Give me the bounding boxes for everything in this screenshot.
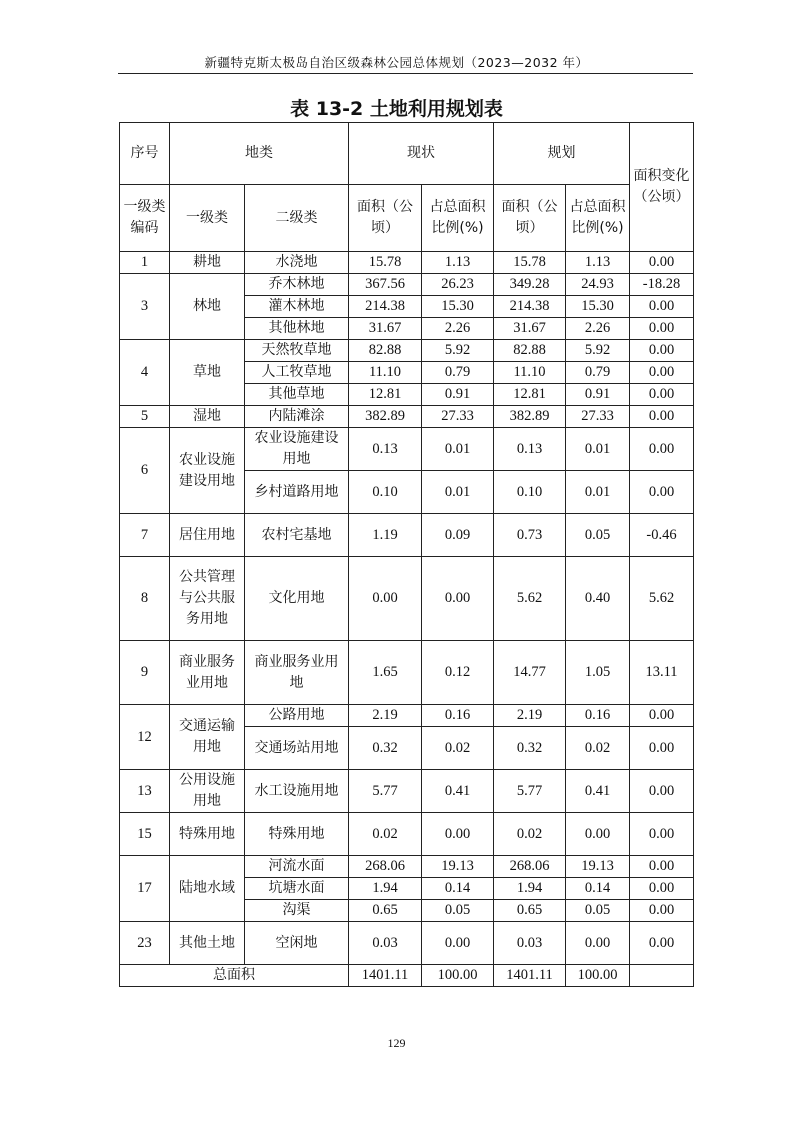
change-cell: 0.00 [630,813,694,856]
row-code: 3 [120,274,170,340]
current-area-cell: 5.77 [349,770,422,813]
row-level2-name: 其他草地 [245,384,349,406]
row-code: 4 [120,340,170,406]
row-level2-name: 其他林地 [245,318,349,340]
current-share-cell: 5.92 [422,340,494,362]
plan-area-cell: 0.13 [494,428,566,471]
row-level1-name: 公用设施用地 [170,770,245,813]
current-area-cell: 12.81 [349,384,422,406]
plan-area-cell: 0.02 [494,813,566,856]
current-area-cell: 382.89 [349,406,422,428]
total-change [630,965,694,987]
plan-share-cell: 0.41 [566,770,630,813]
row-level2-name: 乔木林地 [245,274,349,296]
header-seq: 序号 [120,123,170,185]
table-row [120,252,694,274]
change-cell: 0.00 [630,900,694,922]
plan-area-cell: 82.88 [494,340,566,362]
row-level2-name: 农村宅基地 [245,514,349,557]
row-level1-name: 耕地 [170,252,245,274]
row-level2-name: 农业设施建设用地 [245,428,349,471]
row-code: 7 [120,514,170,557]
plan-share-cell: 0.91 [566,384,630,406]
land-use-table [119,122,694,987]
current-share-cell: 0.01 [422,428,494,471]
row-level1-name: 林地 [170,274,245,340]
current-share-cell: 0.91 [422,384,494,406]
current-share-cell: 0.00 [422,922,494,965]
current-area-cell: 11.10 [349,362,422,384]
current-area-cell: 1.65 [349,641,422,705]
current-share-cell: 0.01 [422,471,494,514]
plan-share-cell: 0.01 [566,471,630,514]
row-code: 12 [120,705,170,770]
plan-area-cell: 0.73 [494,514,566,557]
current-area-cell: 0.00 [349,557,422,641]
change-cell: 0.00 [630,296,694,318]
row-level1-name: 商业服务业用地 [170,641,245,705]
table-row [120,340,694,362]
current-area-cell: 15.78 [349,252,422,274]
row-level1-name: 公共管理与公共服务用地 [170,557,245,641]
current-area-cell: 0.32 [349,727,422,770]
plan-area-cell: 0.65 [494,900,566,922]
total-current-share: 100.00 [422,965,494,987]
current-area-cell: 31.67 [349,318,422,340]
row-code: 5 [120,406,170,428]
current-area-cell: 0.10 [349,471,422,514]
plan-share-cell: 1.13 [566,252,630,274]
table-title: 表 13-2 土地利用规划表 [290,98,503,120]
plan-area-cell: 31.67 [494,318,566,340]
plan-share-cell: 27.33 [566,406,630,428]
row-level2-name: 坑塘水面 [245,878,349,900]
row-level2-name: 内陆滩涂 [245,406,349,428]
current-area-cell: 268.06 [349,856,422,878]
plan-share-cell: 0.14 [566,878,630,900]
current-area-cell: 0.65 [349,900,422,922]
plan-share-cell: 0.01 [566,428,630,471]
plan-share-cell: 24.93 [566,274,630,296]
table-row [120,557,694,641]
table-row [120,705,694,727]
current-area-cell: 0.03 [349,922,422,965]
table-row [120,514,694,557]
plan-area-cell: 5.62 [494,557,566,641]
row-code: 23 [120,922,170,965]
change-cell: 0.00 [630,428,694,471]
row-level2-name: 特殊用地 [245,813,349,856]
header-current-area: 面积（公顷） [349,185,422,252]
row-level1-name: 其他土地 [170,922,245,965]
current-share-cell: 26.23 [422,274,494,296]
plan-area-cell: 15.78 [494,252,566,274]
row-level2-name: 灌木林地 [245,296,349,318]
current-share-cell: 27.33 [422,406,494,428]
row-code: 8 [120,557,170,641]
total-plan-area: 1401.11 [494,965,566,987]
plan-area-cell: 2.19 [494,705,566,727]
current-share-cell: 19.13 [422,856,494,878]
table-row [120,428,694,471]
plan-share-cell: 1.05 [566,641,630,705]
plan-share-cell: 0.05 [566,900,630,922]
plan-area-cell: 0.32 [494,727,566,770]
table-row [120,641,694,705]
row-level2-name: 人工牧草地 [245,362,349,384]
header-plan: 规划 [494,123,630,185]
current-share-cell: 0.12 [422,641,494,705]
current-share-cell: 0.79 [422,362,494,384]
current-area-cell: 2.19 [349,705,422,727]
row-level2-name: 水工设施用地 [245,770,349,813]
row-level2-name: 河流水面 [245,856,349,878]
change-cell: 0.00 [630,252,694,274]
plan-area-cell: 382.89 [494,406,566,428]
table-row [120,406,694,428]
row-level2-name: 商业服务业用地 [245,641,349,705]
row-level2-name: 交通场站用地 [245,727,349,770]
header-rule [118,73,693,74]
change-cell: 0.00 [630,340,694,362]
change-cell: 0.00 [630,406,694,428]
plan-area-cell: 349.28 [494,274,566,296]
change-cell: 0.00 [630,318,694,340]
plan-share-cell: 0.02 [566,727,630,770]
current-share-cell: 0.16 [422,705,494,727]
header-current: 现状 [349,123,494,185]
header-land-type: 地类 [170,123,349,185]
change-cell: 0.00 [630,922,694,965]
row-level1-name: 交通运输用地 [170,705,245,770]
change-cell: -18.28 [630,274,694,296]
row-level2-name: 水浇地 [245,252,349,274]
row-level1-name: 陆地水域 [170,856,245,922]
header-change: 面积变化（公顷） [630,123,694,252]
row-level2-name: 天然牧草地 [245,340,349,362]
current-area-cell: 0.02 [349,813,422,856]
change-cell: 0.00 [630,362,694,384]
plan-area-cell: 214.38 [494,296,566,318]
table-row [120,922,694,965]
plan-share-cell: 0.00 [566,813,630,856]
running-header: 新疆特克斯太极岛自治区级森林公园总体规划（2023—2032 年） [204,55,589,70]
current-share-cell: 0.00 [422,813,494,856]
table-row [120,770,694,813]
current-share-cell: 0.00 [422,557,494,641]
plan-share-cell: 0.40 [566,557,630,641]
current-share-cell: 0.41 [422,770,494,813]
current-area-cell: 0.13 [349,428,422,471]
total-current-area: 1401.11 [349,965,422,987]
change-cell: 0.00 [630,878,694,900]
row-level1-name: 居住用地 [170,514,245,557]
plan-share-cell: 0.00 [566,922,630,965]
plan-area-cell: 1.94 [494,878,566,900]
header-code: 一级类编码 [120,185,170,252]
row-level2-name: 乡村道路用地 [245,471,349,514]
table-row [120,856,694,878]
plan-area-cell: 12.81 [494,384,566,406]
change-cell: 5.62 [630,557,694,641]
plan-share-cell: 19.13 [566,856,630,878]
plan-share-cell: 5.92 [566,340,630,362]
row-level1-name: 湿地 [170,406,245,428]
plan-share-cell: 2.26 [566,318,630,340]
header-plan-area: 面积（公顷） [494,185,566,252]
row-level1-name: 农业设施建设用地 [170,428,245,514]
row-level2-name: 文化用地 [245,557,349,641]
current-share-cell: 0.02 [422,727,494,770]
change-cell: 0.00 [630,384,694,406]
current-area-cell: 82.88 [349,340,422,362]
current-area-cell: 367.56 [349,274,422,296]
change-cell: -0.46 [630,514,694,557]
current-share-cell: 1.13 [422,252,494,274]
row-code: 6 [120,428,170,514]
plan-share-cell: 0.79 [566,362,630,384]
row-code: 15 [120,813,170,856]
row-code: 9 [120,641,170,705]
current-share-cell: 15.30 [422,296,494,318]
row-level1-name: 特殊用地 [170,813,245,856]
row-code: 13 [120,770,170,813]
row-level1-name: 草地 [170,340,245,406]
header-level2: 二级类 [245,185,349,252]
plan-area-cell: 0.03 [494,922,566,965]
row-code: 17 [120,856,170,922]
plan-area-cell: 5.77 [494,770,566,813]
plan-share-cell: 0.05 [566,514,630,557]
total-label: 总面积 [120,965,349,987]
header-plan-share: 占总面积比例(%) [566,185,630,252]
total-row [120,965,694,987]
total-plan-share: 100.00 [566,965,630,987]
current-share-cell: 0.05 [422,900,494,922]
current-share-cell: 0.14 [422,878,494,900]
plan-share-cell: 15.30 [566,296,630,318]
row-code: 1 [120,252,170,274]
change-cell: 0.00 [630,856,694,878]
table-row [120,274,694,296]
row-level2-name: 空闲地 [245,922,349,965]
current-area-cell: 1.94 [349,878,422,900]
plan-area-cell: 11.10 [494,362,566,384]
current-area-cell: 214.38 [349,296,422,318]
row-level2-name: 沟渠 [245,900,349,922]
plan-area-cell: 0.10 [494,471,566,514]
page-number: 129 [387,1036,406,1050]
plan-area-cell: 14.77 [494,641,566,705]
change-cell: 13.11 [630,641,694,705]
row-level2-name: 公路用地 [245,705,349,727]
change-cell: 0.00 [630,770,694,813]
current-share-cell: 2.26 [422,318,494,340]
table-row [120,813,694,856]
current-area-cell: 1.19 [349,514,422,557]
current-share-cell: 0.09 [422,514,494,557]
change-cell: 0.00 [630,727,694,770]
header-level1: 一级类 [170,185,245,252]
plan-share-cell: 0.16 [566,705,630,727]
plan-area-cell: 268.06 [494,856,566,878]
change-cell: 0.00 [630,471,694,514]
header-current-share: 占总面积比例(%) [422,185,494,252]
change-cell: 0.00 [630,705,694,727]
